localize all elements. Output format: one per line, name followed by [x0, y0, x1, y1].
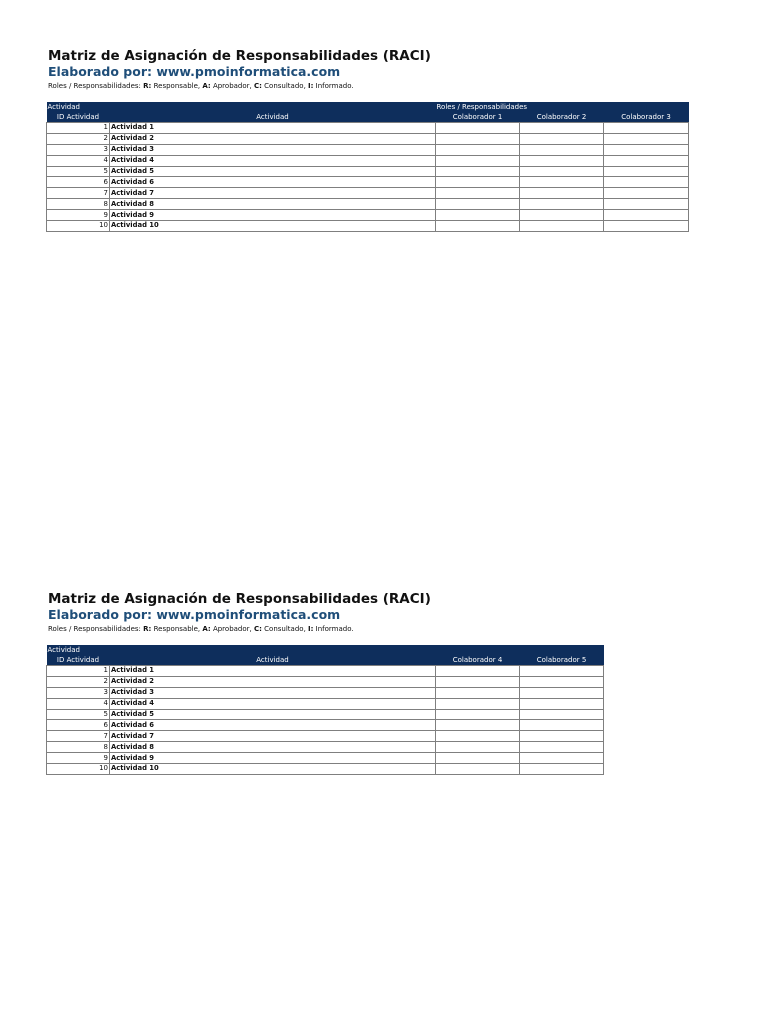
- col-header-collaborator: Colaborador 5: [520, 655, 604, 666]
- raci-cell[interactable]: [520, 764, 604, 775]
- column-header-row: [47, 655, 604, 666]
- table-row: 4 Actividad 4: [47, 698, 604, 709]
- raci-cell[interactable]: [604, 221, 689, 232]
- raci-cell[interactable]: [604, 133, 689, 144]
- raci-cell[interactable]: [436, 177, 520, 188]
- table-row: 10 Actividad 10: [47, 764, 604, 775]
- raci-table-2: [46, 645, 604, 775]
- raci-cell[interactable]: [436, 188, 520, 199]
- raci-cell[interactable]: [520, 144, 604, 155]
- page-title: Matriz de Asignación de Responsabilidades (RACI): [48, 48, 431, 64]
- raci-cell[interactable]: [436, 709, 520, 720]
- raci-cell[interactable]: [436, 676, 520, 687]
- raci-cell[interactable]: [436, 210, 520, 221]
- raci-header-2: [48, 591, 431, 634]
- raci-cell[interactable]: [436, 666, 520, 677]
- author-subtitle: Elaborado por: www.pmoinformatica.com: [48, 607, 341, 622]
- col-header-collaborator: Colaborador 3: [604, 112, 689, 123]
- raci-cell[interactable]: [520, 188, 604, 199]
- raci-cell[interactable]: [604, 166, 689, 177]
- raci-cell[interactable]: [520, 221, 604, 232]
- raci-cell[interactable]: [604, 199, 689, 210]
- table-row: 4 Actividad 4: [47, 155, 689, 166]
- raci-cell[interactable]: [520, 720, 604, 731]
- raci-cell[interactable]: [520, 199, 604, 210]
- raci-cell[interactable]: [436, 742, 520, 753]
- raci-cell[interactable]: [436, 221, 520, 232]
- raci-cell[interactable]: [520, 133, 604, 144]
- raci-cell[interactable]: [520, 666, 604, 677]
- raci-cell[interactable]: [604, 188, 689, 199]
- table-row: 6 Actividad 6: [47, 720, 604, 731]
- raci-cell[interactable]: [436, 720, 520, 731]
- table-row: 7 Actividad 7: [47, 188, 689, 199]
- table-row: 2 Actividad 2: [47, 133, 689, 144]
- table-row: 1 Actividad 1: [47, 123, 689, 134]
- column-header-row: [47, 112, 689, 123]
- group-header-row: [47, 645, 604, 655]
- raci-cell[interactable]: [436, 199, 520, 210]
- group-header-activity: Actividad: [47, 645, 110, 655]
- table-row: 6 Actividad 6: [47, 177, 689, 188]
- raci-cell[interactable]: [520, 731, 604, 742]
- roles-legend: Roles / Responsabilidades: R: Responsable, A: Aprobador, C: Consultado, I: Informado.: [48, 82, 354, 90]
- table-row: 10 Actividad 10: [47, 221, 689, 232]
- raci-header-1: [48, 48, 431, 91]
- table-row: 2 Actividad 2: [47, 676, 604, 687]
- table-body: [47, 666, 604, 775]
- table-row: 1 Actividad 1: [47, 666, 604, 677]
- page-title: Matriz de Asignación de Responsabilidades (RACI): [48, 591, 431, 607]
- table-body: [47, 123, 689, 232]
- col-header-id: ID Actividad: [47, 112, 110, 123]
- raci-cell[interactable]: [604, 123, 689, 134]
- raci-cell[interactable]: [520, 709, 604, 720]
- table-row: 8 Actividad 8: [47, 199, 689, 210]
- raci-cell[interactable]: [520, 210, 604, 221]
- roles-legend: Roles / Responsabilidades: R: Responsable, A: Aprobador, C: Consultado, I: Informado.: [48, 625, 354, 633]
- raci-cell[interactable]: [520, 742, 604, 753]
- raci-cell[interactable]: [436, 764, 520, 775]
- group-header-roles: [436, 645, 604, 655]
- raci-cell[interactable]: [436, 123, 520, 134]
- raci-cell[interactable]: [436, 698, 520, 709]
- col-header-activity: Actividad: [110, 655, 436, 666]
- table-row: 9 Actividad 9: [47, 753, 604, 764]
- raci-cell[interactable]: [520, 753, 604, 764]
- col-header-activity: Actividad: [110, 112, 436, 123]
- raci-cell[interactable]: [520, 155, 604, 166]
- raci-cell[interactable]: [436, 687, 520, 698]
- col-header-collaborator: Colaborador 4: [436, 655, 520, 666]
- table-row: 9 Actividad 9: [47, 210, 689, 221]
- table-row: 3 Actividad 3: [47, 687, 604, 698]
- raci-cell[interactable]: [436, 753, 520, 764]
- raci-cell[interactable]: [436, 133, 520, 144]
- raci-cell[interactable]: [604, 144, 689, 155]
- group-header-row: [47, 102, 689, 112]
- raci-cell[interactable]: [604, 155, 689, 166]
- author-subtitle: Elaborado por: www.pmoinformatica.com: [48, 64, 341, 79]
- raci-cell[interactable]: [436, 155, 520, 166]
- raci-cell[interactable]: [436, 144, 520, 155]
- raci-cell[interactable]: [520, 687, 604, 698]
- col-header-collaborator: Colaborador 1: [436, 112, 520, 123]
- raci-cell[interactable]: [604, 210, 689, 221]
- raci-cell[interactable]: [520, 676, 604, 687]
- col-header-collaborator: Colaborador 2: [520, 112, 604, 123]
- group-header-roles: Roles / Responsabilidades: [436, 102, 689, 112]
- raci-table-1: [46, 102, 689, 232]
- raci-matrix: [46, 645, 604, 775]
- raci-matrix: [46, 102, 689, 232]
- raci-cell[interactable]: [604, 177, 689, 188]
- col-header-id: ID Actividad: [47, 655, 110, 666]
- table-row: 3 Actividad 3: [47, 144, 689, 155]
- raci-cell[interactable]: [520, 698, 604, 709]
- raci-cell[interactable]: [520, 177, 604, 188]
- table-row: 5 Actividad 5: [47, 166, 689, 177]
- raci-cell[interactable]: [520, 166, 604, 177]
- group-header-activity: Actividad: [47, 102, 110, 112]
- raci-cell[interactable]: [436, 166, 520, 177]
- table-row: 8 Actividad 8: [47, 742, 604, 753]
- raci-cell[interactable]: [436, 731, 520, 742]
- table-row: 7 Actividad 7: [47, 731, 604, 742]
- table-row: 5 Actividad 5: [47, 709, 604, 720]
- raci-cell[interactable]: [520, 123, 604, 134]
